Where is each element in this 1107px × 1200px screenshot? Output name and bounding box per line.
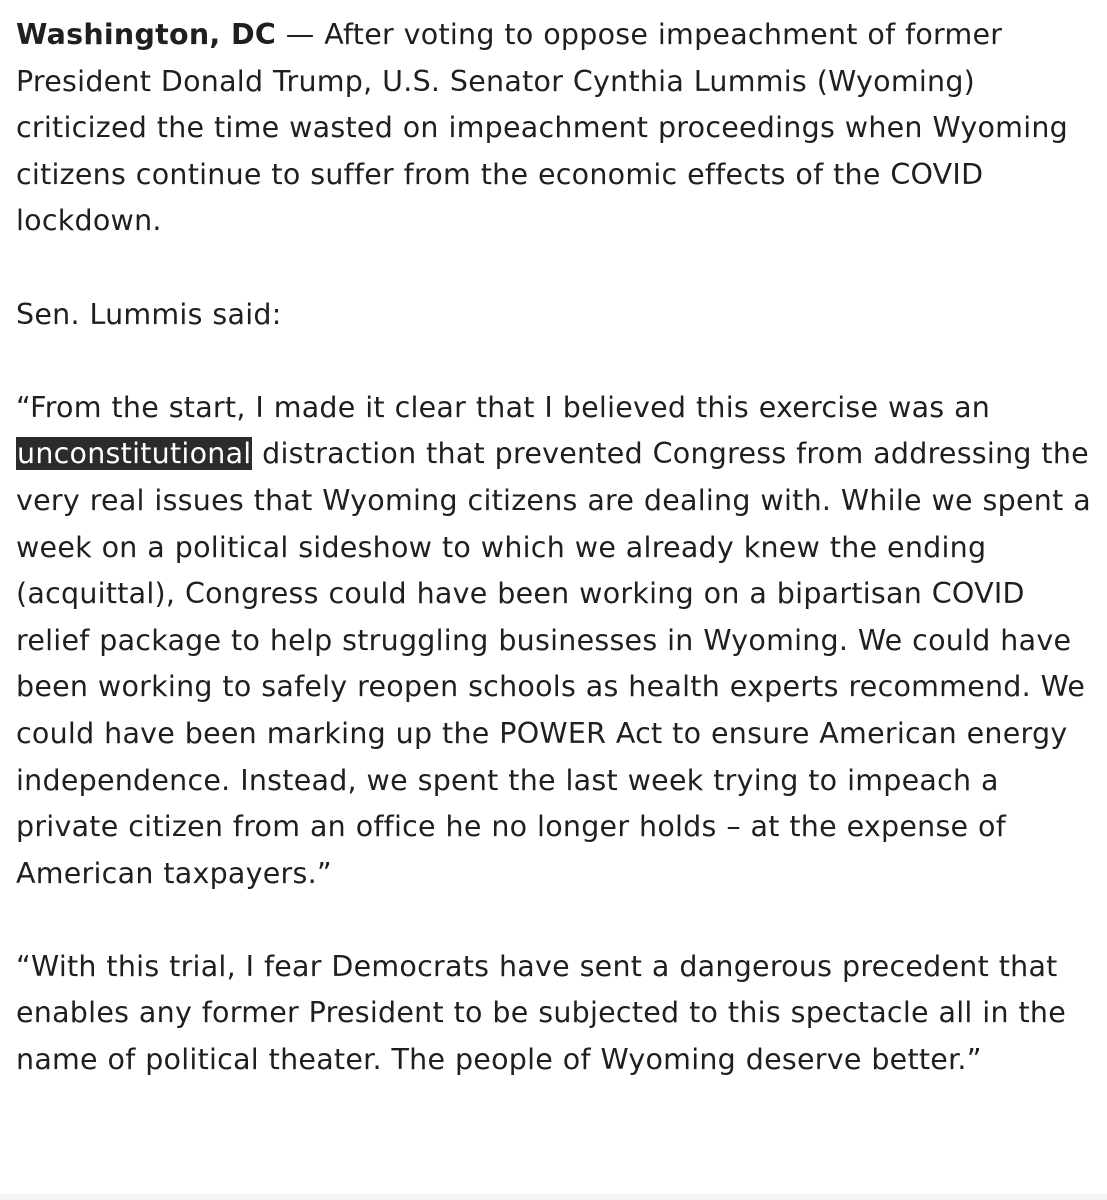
- quote-paragraph-1: [16, 385, 1098, 898]
- quote-2-text: “With this trial, I fear Democrats have sent a dangerous precedent that enables any former President to be subjected to this spectacle all in the name of political theater. The people of Wyoming deserve better.”: [16, 949, 1066, 1077]
- intro-text: — After voting to oppose impeachment of former President Donald Trump, U.S. Senator Cynthia Lummis (Wyoming) criticized the time wasted on impeachment proceedings when Wyoming citizens continue to suffer from the economic effects of the COVID lockdown.: [16, 18, 1069, 238]
- quote-1-start: “From the start, I made it clear that I believed this exercise was an: [16, 390, 991, 424]
- quote-paragraph-2: [16, 944, 1098, 1084]
- selected-word-highlight[interactable]: unconstitutional: [17, 437, 252, 471]
- dateline: Washington, DC: [16, 18, 277, 51]
- quote-1-rest: distraction that prevented Congress from addressing the very real issues that Wyoming citizens are dealing with. While we spent a week on a political sideshow to which we already knew the ending (acquittal), Congress could have been working on a bipartisan COVID relief package to help struggling businesses in Wyoming. We could have been working to safely reopen schools as health experts recommend. We could have been marking up the POWER Act to ensure American energy independence. Instead, we spent the last week trying to impeach a private citizen from an office he no longer holds – at the expense of American taxpayers.”: [16, 437, 1091, 890]
- intro-paragraph: [16, 12, 1098, 245]
- attribution-text: Sen. Lummis said:: [16, 297, 282, 331]
- bottom-edge-strip: [0, 1194, 1107, 1200]
- press-release-body: [16, 12, 1098, 1130]
- attribution-paragraph: [16, 292, 1098, 339]
